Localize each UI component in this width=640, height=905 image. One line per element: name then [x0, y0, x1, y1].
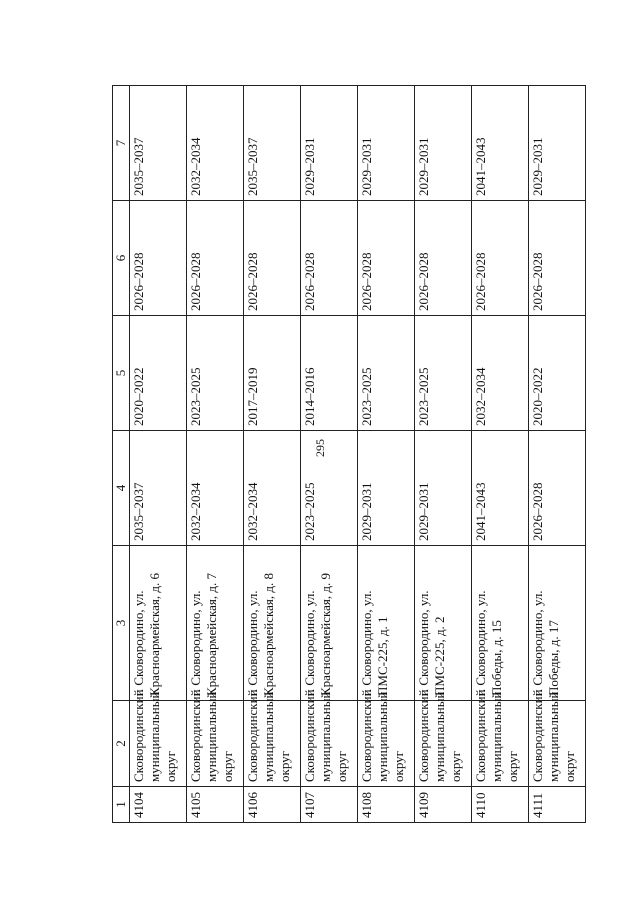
- table-row: [187, 86, 244, 823]
- cell-col6: 2026–2028: [529, 201, 586, 316]
- table-row: [472, 86, 529, 823]
- cell-address: г. Сковородино, ул. Красноармейская, д. 9: [301, 546, 358, 701]
- cell-col4: 2041–2043: [472, 431, 529, 546]
- cell-area: Сковородинский муниципальный округ: [415, 701, 472, 787]
- cell-col6: 2026–2028: [244, 201, 301, 316]
- cell-col6: 2026–2028: [187, 201, 244, 316]
- cell-address: г. Сковородино, ул. Красноармейская, д. 7: [187, 546, 244, 701]
- cell-col4: 2035–2037: [130, 431, 187, 546]
- table-container: [112, 86, 584, 823]
- cell-id: 4106: [244, 787, 301, 823]
- table-row: [529, 86, 586, 823]
- cell-address: г. Сковородино, ул. Красноармейская, д. 6: [130, 546, 187, 701]
- cell-id: 4109: [415, 787, 472, 823]
- cell-col4: 2026–2028: [529, 431, 586, 546]
- column-header: 4: [113, 431, 130, 546]
- column-header: 7: [113, 86, 130, 201]
- cell-col7: 2029–2031: [301, 86, 358, 201]
- table-body: [130, 86, 586, 823]
- table-row: [415, 86, 472, 823]
- cell-id: 4105: [187, 787, 244, 823]
- cell-col4: 2029–2031: [358, 431, 415, 546]
- cell-id: 4107: [301, 787, 358, 823]
- column-header: 3: [113, 546, 130, 701]
- column-header: 5: [113, 316, 130, 431]
- cell-area: Сковородинский муниципальный округ: [301, 701, 358, 787]
- cell-area: Сковородинский муниципальный округ: [244, 701, 301, 787]
- cell-col6: 2026–2028: [472, 201, 529, 316]
- data-table: [112, 85, 586, 823]
- table-row: [130, 86, 187, 823]
- cell-address: г. Сковородино, ул. Победы, д. 15: [472, 546, 529, 701]
- cell-col4: 2032–2034: [187, 431, 244, 546]
- cell-col4: 2032–2034: [244, 431, 301, 546]
- column-header: 2: [113, 701, 130, 787]
- cell-address: г. Сковородино, ул. Победы, д. 17: [529, 546, 586, 701]
- cell-col7: 2035–2037: [244, 86, 301, 201]
- cell-address: г. Сковородино, ул. ПМС-225, д. 2: [415, 546, 472, 701]
- cell-col6: 2026–2028: [358, 201, 415, 316]
- cell-col5: 2023–2025: [358, 316, 415, 431]
- cell-col7: 2041–2043: [472, 86, 529, 201]
- cell-area: Сковородинский муниципальный округ: [529, 701, 586, 787]
- cell-col5: 2020–2022: [130, 316, 187, 431]
- cell-area: Сковородинский муниципальный округ: [130, 701, 187, 787]
- cell-id: 4110: [472, 787, 529, 823]
- cell-col7: 2029–2031: [529, 86, 586, 201]
- cell-col7: 2032–2034: [187, 86, 244, 201]
- cell-id: 4108: [358, 787, 415, 823]
- cell-col7: 2029–2031: [415, 86, 472, 201]
- cell-col4: 2029–2031: [415, 431, 472, 546]
- cell-col5: 2014–2016: [301, 316, 358, 431]
- column-header: 6: [113, 201, 130, 316]
- column-header: 1: [113, 787, 130, 823]
- cell-col5: 2017–2019: [244, 316, 301, 431]
- header-row: [113, 86, 130, 823]
- cell-id: 4104: [130, 787, 187, 823]
- cell-col6: 2026–2028: [301, 201, 358, 316]
- cell-col6: 2026–2028: [415, 201, 472, 316]
- table-row: [358, 86, 415, 823]
- cell-area: Сковородинский муниципальный округ: [187, 701, 244, 787]
- cell-area: Сковородинский муниципальный округ: [358, 701, 415, 787]
- cell-col5: 2023–2025: [187, 316, 244, 431]
- cell-area: Сковородинский муниципальный округ: [472, 701, 529, 787]
- table-row: [301, 86, 358, 823]
- cell-col7: 2035–2037: [130, 86, 187, 201]
- cell-address: г. Сковородино, ул. Красноармейская, д. 8: [244, 546, 301, 701]
- cell-id: 4111: [529, 787, 586, 823]
- cell-col5: 2020–2022: [529, 316, 586, 431]
- cell-col4: 2023–2025: [301, 431, 358, 546]
- cell-col7: 2029–2031: [358, 86, 415, 201]
- cell-col5: 2032–2034: [472, 316, 529, 431]
- page-number: 295: [312, 439, 327, 457]
- cell-col6: 2026–2028: [130, 201, 187, 316]
- cell-col5: 2023–2025: [415, 316, 472, 431]
- cell-address: г. Сковородино, ул. ПМС-225, д. 1: [358, 546, 415, 701]
- table-row: [244, 86, 301, 823]
